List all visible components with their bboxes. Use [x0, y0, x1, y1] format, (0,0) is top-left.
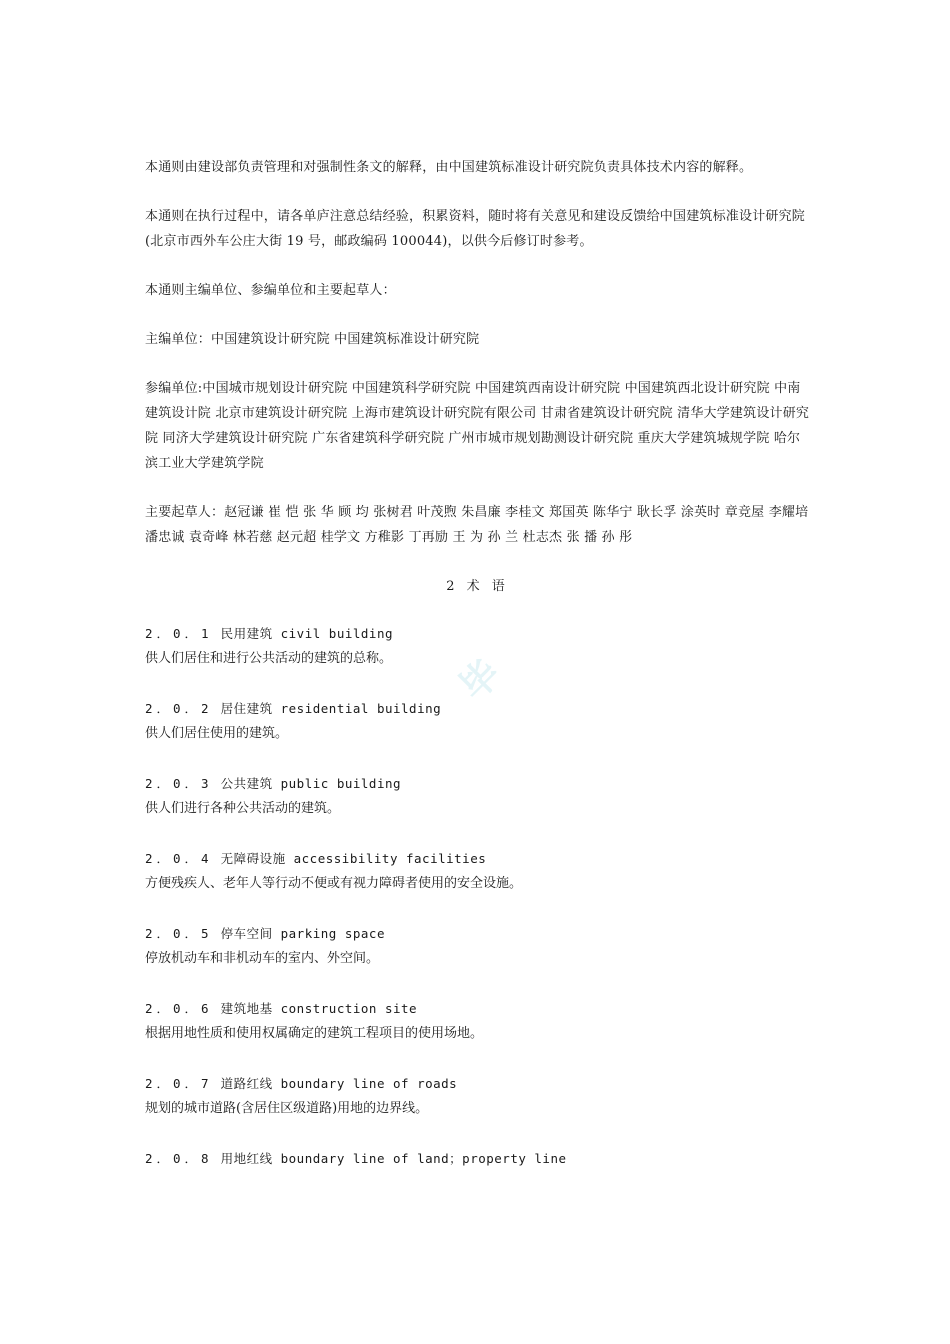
term-definition: 供人们进行各种公共活动的建筑。	[145, 801, 341, 816]
term-name: 用地红线 boundary line of land；property line	[220, 1151, 567, 1166]
section-heading: 2 术 语	[446, 579, 509, 594]
term-entry	[145, 1071, 810, 1121]
term-entry	[145, 1146, 810, 1171]
paragraph-participating-units: 参编单位:中国城市规划设计研究院 中国建筑科学研究院 中国建筑西南设计研究院 中国建筑西北设计研究院 中南建筑设计院 北京市建筑设计研究院 上海市建筑设计研究院有限公司 甘肃省建筑设计研究院 清华大学建筑设计研究院 同济大学建筑设计研究院 广东省建筑科学研究院 广州市城市规划勘测设计研究院 重庆大学建筑城规学院 哈尔滨工业大学建筑学院	[145, 381, 810, 471]
term-name: 无障碍设施 accessibility facilities	[220, 851, 487, 866]
term-definition: 规划的城市道路(含居住区级道路)用地的边界线。	[145, 1101, 429, 1116]
term-number: 2．0．3	[145, 776, 213, 791]
term-entry	[145, 771, 810, 821]
term-definition: 停放机动车和非机动车的室内、外空间。	[145, 951, 380, 966]
term-name: 居住建筑 residential building	[220, 701, 442, 716]
paragraph-units-intro: 本通则主编单位、参编单位和主要起草人：	[145, 283, 396, 298]
term-number: 2．0．2	[145, 701, 213, 716]
term-title	[145, 696, 810, 721]
term-name: 公共建筑 public building	[220, 776, 402, 791]
term-name: 停车空间 parking space	[220, 926, 385, 941]
term-entry	[145, 846, 810, 896]
term-title	[145, 1071, 810, 1096]
term-entry	[145, 996, 810, 1046]
term-number: 2．0．1	[145, 626, 213, 641]
term-title	[145, 771, 810, 796]
term-definition: 供人们居住和进行公共活动的建筑的总称。	[145, 651, 393, 666]
term-title	[145, 996, 810, 1021]
paragraph-drafters: 主要起草人：赵冠谦 崔 恺 张 华 顾 均 张树君 叶茂煦 朱昌廉 李桂文 郑国英 陈华宁 耿长孚 涂英时 章竞屋 李耀培 潘忠诚 袁奇峰 林若慈 赵元超 桂学文 方稚影 丁再励 王 为 孙 兰 杜志杰 张 播 孙 彤	[145, 505, 809, 545]
term-number: 2．0．6	[145, 1001, 213, 1016]
term-number: 2．0．7	[145, 1076, 213, 1091]
term-title	[145, 921, 810, 946]
term-entry	[145, 621, 810, 671]
term-definition: 方便残疾人、老年人等行动不便或有视力障碍者使用的安全设施。	[145, 876, 523, 891]
term-number: 2．0．4	[145, 851, 213, 866]
term-title	[145, 1146, 810, 1171]
term-name: 道路红线 boundary line of roads	[220, 1076, 458, 1091]
term-title	[145, 621, 810, 646]
term-name: 民用建筑 civil building	[220, 626, 393, 641]
term-definition: 根据用地性质和使用权属确定的建筑工程项目的使用场地。	[145, 1026, 484, 1041]
watermark: 毕	[450, 651, 509, 710]
term-definition: 供人们居住使用的建筑。	[145, 726, 289, 741]
paragraph-chief-units: 主编单位：中国建筑设计研究院 中国建筑标准设计研究院	[145, 332, 480, 347]
term-entry	[145, 921, 810, 971]
paragraph-interpretation: 本通则由建设部负责管理和对强制性条文的解释，由中国建筑标准设计研究院负责具体技术内容的解释。	[145, 160, 753, 175]
term-entry	[145, 696, 810, 746]
term-title	[145, 846, 810, 871]
term-number: 2．0．8	[145, 1151, 213, 1166]
term-name: 建筑地基 construction site	[220, 1001, 418, 1016]
term-number: 2．0．5	[145, 926, 213, 941]
document-page	[145, 155, 810, 1196]
paragraph-feedback: 本通则在执行过程中，请各单庐注意总结经验，积累资料，随时将有关意见和建设反馈给中国建筑标准设计研究院(北京市西外车公庄大街 19 号，邮政编码 100044)，以供今后修订时参考。	[145, 209, 806, 249]
